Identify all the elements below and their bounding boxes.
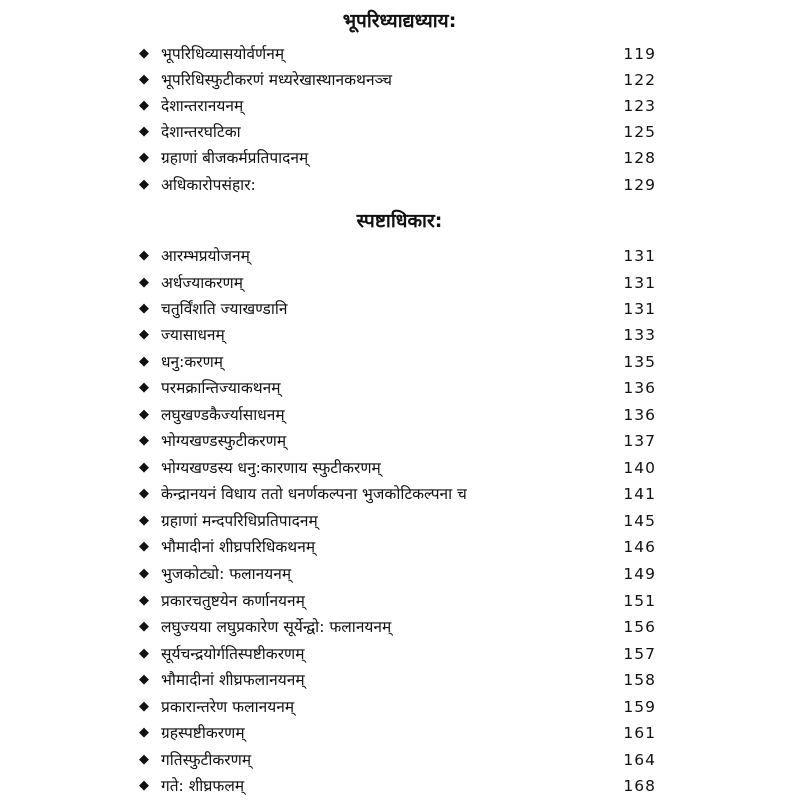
- bullet-icon: ◆: [139, 248, 149, 263]
- page-number: 168: [623, 777, 656, 795]
- entry-title: भूपरिधिव्यासयोर्वर्णनम्: [161, 45, 285, 63]
- toc-entry: [0, 747, 799, 773]
- toc-entry: [0, 172, 799, 198]
- entry-title: ग्रहस्पष्टीकरणम्: [161, 724, 245, 742]
- toc-entry: [0, 694, 799, 720]
- page-number: 157: [623, 645, 656, 663]
- bullet-icon: ◆: [139, 380, 149, 395]
- toc-entry: [0, 296, 799, 322]
- toc-entry: [0, 773, 799, 799]
- bullet-icon: ◆: [139, 778, 149, 793]
- toc-entry: [0, 375, 799, 401]
- toc-entry: [0, 428, 799, 454]
- entry-title: अर्धज्याकरणम्: [161, 274, 243, 292]
- page-number: 128: [623, 149, 656, 167]
- toc-entry: [0, 67, 799, 93]
- toc-entry: [0, 614, 799, 640]
- entry-title: प्रकारान्तरेण फलानयनम्: [161, 698, 295, 716]
- bullet-icon: ◆: [139, 72, 149, 87]
- page-number: 131: [623, 300, 656, 318]
- page-number: 119: [623, 45, 656, 63]
- entry-title: भौमादीनां शीघ्रपरिधिकथनम्: [161, 538, 316, 556]
- toc-entry: [0, 119, 799, 145]
- page-number: 161: [623, 724, 656, 742]
- bullet-icon: ◆: [139, 46, 149, 61]
- page-number: 131: [623, 247, 656, 265]
- page-number: 158: [623, 671, 656, 689]
- entry-title: परमक्रान्तिज्याकथनम्: [161, 379, 281, 397]
- entry-title: ज्यासाधनम्: [161, 326, 225, 344]
- entry-title: आरम्भप्रयोजनम्: [161, 247, 250, 265]
- entry-title: प्रकारचतुष्टयेन कर्णानयनम्: [161, 592, 305, 610]
- page-number: 145: [623, 512, 656, 530]
- entry-title: देशान्तरानयनम्: [161, 97, 244, 115]
- bullet-icon: ◆: [139, 593, 149, 608]
- entry-title: देशान्तरघटिका: [161, 123, 241, 141]
- bullet-icon: ◆: [139, 699, 149, 714]
- bullet-icon: ◆: [139, 566, 149, 581]
- page-number: 131: [623, 274, 656, 292]
- bullet-icon: ◆: [139, 124, 149, 139]
- bullet-icon: ◆: [139, 513, 149, 528]
- entry-title: धनु:करणम्: [161, 353, 224, 371]
- entry-title: भोग्यखण्डस्फुटीकरणम्: [161, 432, 287, 450]
- page-number: 164: [623, 751, 656, 769]
- bullet-icon: ◆: [139, 725, 149, 740]
- entry-title: ग्रहाणां बीजकर्मप्रतिपादनम्: [161, 149, 309, 167]
- toc-entry: [0, 322, 799, 348]
- toc-entry: [0, 481, 799, 507]
- page-number: 136: [623, 379, 656, 397]
- toc-entry: [0, 561, 799, 587]
- entry-title: ग्रहाणां मन्दपरिधिप्रतिपादनम्: [161, 512, 318, 530]
- bullet-icon: ◆: [139, 275, 149, 290]
- toc-entry: [0, 41, 799, 67]
- bullet-icon: ◆: [139, 98, 149, 113]
- page-number: 135: [623, 353, 656, 371]
- toc-entry: [0, 402, 799, 428]
- entry-title: चतुर्विंशति ज्याखण्डानि: [161, 300, 288, 318]
- bullet-icon: ◆: [139, 486, 149, 501]
- section-title: भूपरिध्याद्यध्याय:: [342, 10, 457, 32]
- entry-title: लघुखण्डकैर्ज्यासाधनम्: [161, 406, 285, 424]
- page-number: 122: [623, 71, 656, 89]
- toc-entry: [0, 243, 799, 269]
- entry-title: गतिस्फुटीकरणम्: [161, 751, 252, 769]
- entry-title: लघुज्यया लघुप्रकारेण सूर्येन्द्वो: फलानयनम्: [161, 618, 392, 636]
- page-number: 141: [623, 485, 656, 503]
- page-number: 137: [623, 432, 656, 450]
- entry-title: भोग्यखण्डस्य धनु:कारणाय स्फुटीकरणम्: [161, 459, 381, 477]
- page-number: 140: [623, 459, 656, 477]
- page-number: 136: [623, 406, 656, 424]
- toc-entry: [0, 349, 799, 375]
- bullet-icon: ◆: [139, 327, 149, 342]
- bullet-icon: ◆: [139, 539, 149, 554]
- bullet-icon: ◆: [139, 672, 149, 687]
- bullet-icon: ◆: [139, 433, 149, 448]
- section-title: स्पष्टाधिकार:: [356, 210, 443, 232]
- entry-title: केन्द्रानयनं विधाय ततो धनर्णकल्पना भुजकोटिकल्पना च: [161, 485, 467, 503]
- bullet-icon: ◆: [139, 301, 149, 316]
- bullet-icon: ◆: [139, 646, 149, 661]
- page-number: 146: [623, 538, 656, 556]
- toc-entry: [0, 93, 799, 119]
- page-number: 159: [623, 698, 656, 716]
- toc-entry: [0, 641, 799, 667]
- page-number: 133: [623, 326, 656, 344]
- toc-entry: [0, 145, 799, 171]
- entry-title: सूर्यचन्द्रयोर्गतिस्पष्टीकरणम्: [161, 645, 305, 663]
- page-number: 125: [623, 123, 656, 141]
- bullet-icon: ◆: [139, 150, 149, 165]
- page-number: 156: [623, 618, 656, 636]
- entry-title: भौमादीनां शीघ्रफलानयनम्: [161, 671, 305, 689]
- toc-entry: [0, 534, 799, 560]
- toc-entry: [0, 270, 799, 296]
- page-number: 151: [623, 592, 656, 610]
- toc-entry: [0, 720, 799, 746]
- entry-title: अधिकारोपसंहार:: [161, 176, 256, 194]
- bullet-icon: ◆: [139, 752, 149, 767]
- bullet-icon: ◆: [139, 407, 149, 422]
- page-number: 149: [623, 565, 656, 583]
- entry-title: भूपरिधिस्फुटीकरणं मध्यरेखास्थानकथनञ्च: [161, 71, 392, 89]
- bullet-icon: ◆: [139, 460, 149, 475]
- toc-entry: [0, 588, 799, 614]
- toc-entry: [0, 455, 799, 481]
- page-number: 123: [623, 97, 656, 115]
- toc-entry: [0, 508, 799, 534]
- bullet-icon: ◆: [139, 619, 149, 634]
- entry-title: भुजकोट्यो: फलानयनम्: [161, 565, 292, 583]
- bullet-icon: ◆: [139, 354, 149, 369]
- toc-entry: [0, 667, 799, 693]
- bullet-icon: ◆: [139, 177, 149, 192]
- page-number: 129: [623, 176, 656, 194]
- entry-title: गते: शीघ्रफलम्: [161, 777, 245, 795]
